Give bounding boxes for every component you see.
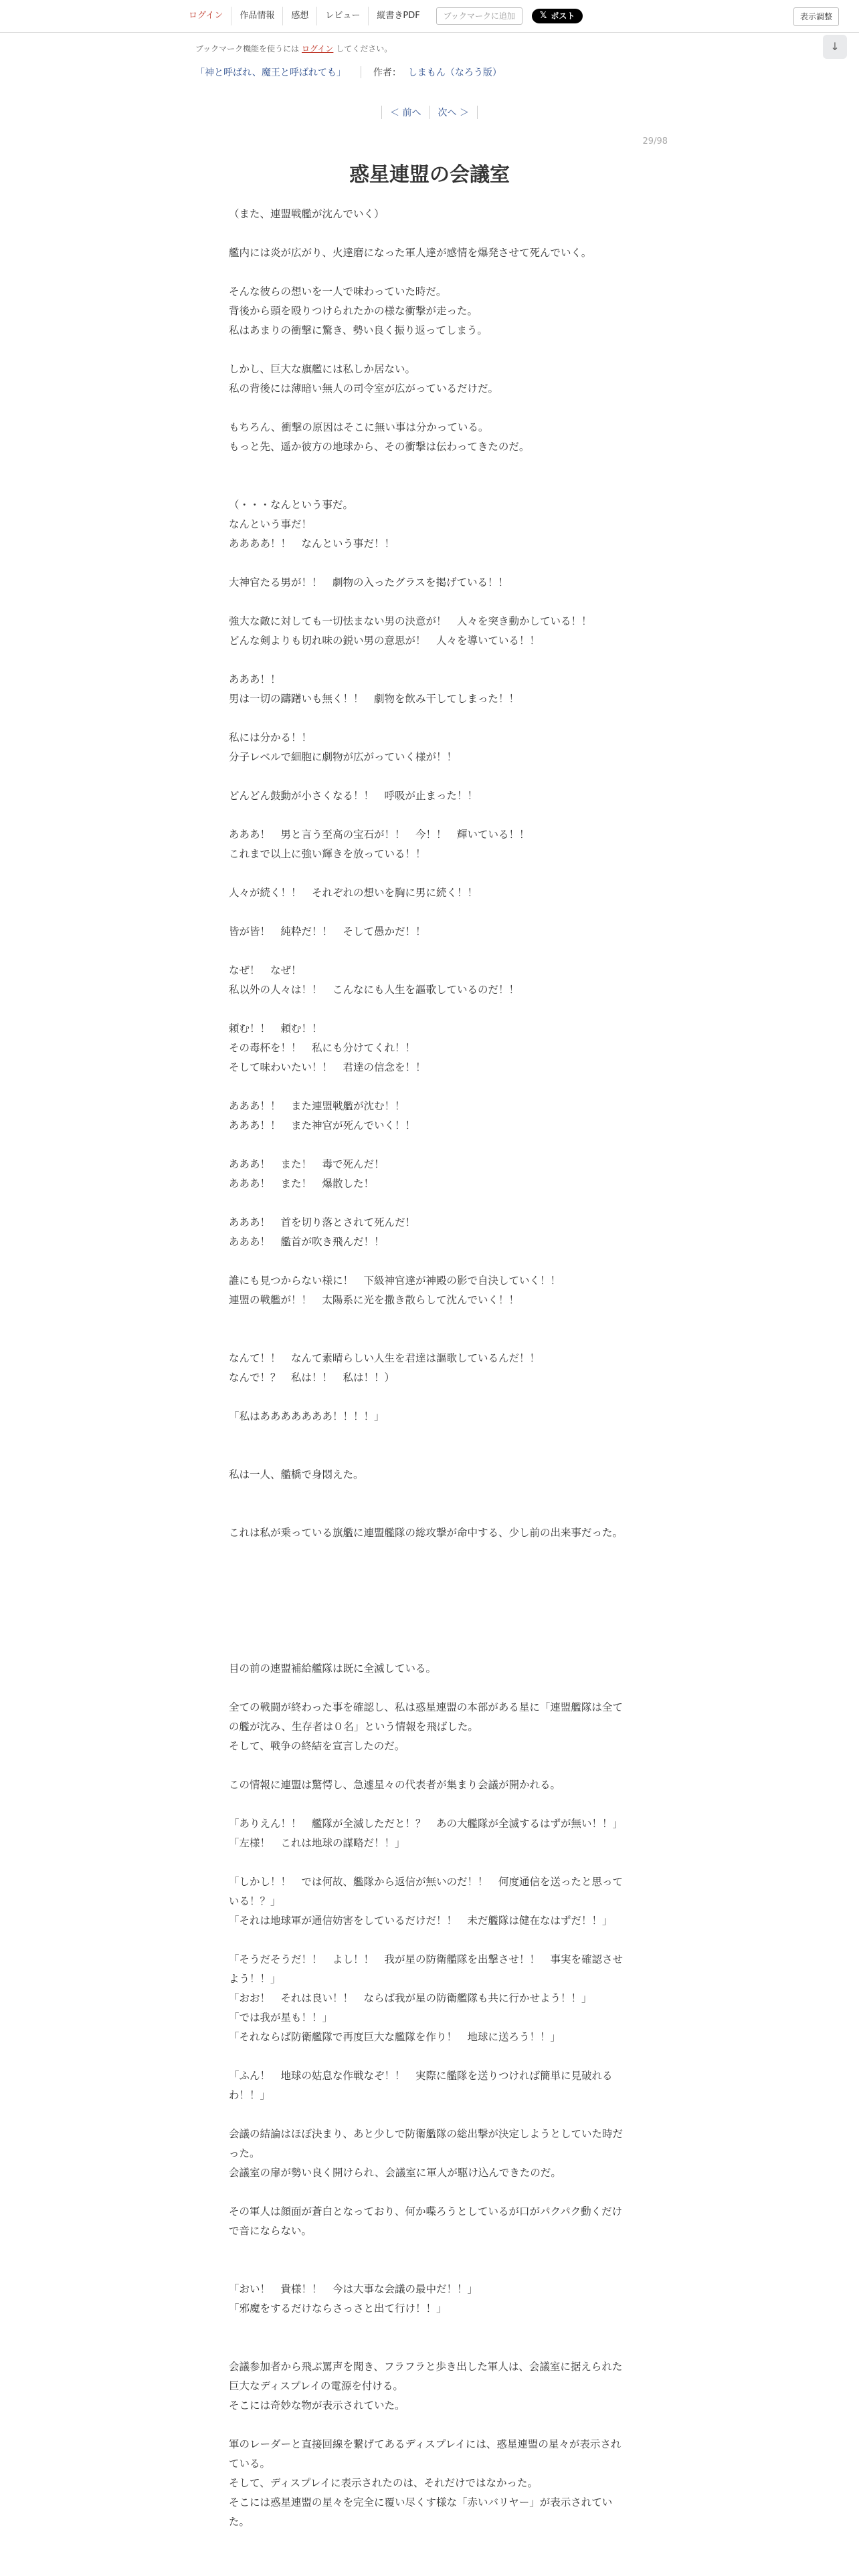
body-paragraph: 目の前の連盟補給艦隊は既に全滅している。 xyxy=(229,1662,437,1675)
body-paragraph: この情報に連盟は驚愕し、急遽星々の代表者が集まり会議が開かれる。 xyxy=(229,1779,561,1791)
body-paragraph: 「それならば防衛艦隊で再度巨大な艦隊を作り！ 地球に送ろう！！」 xyxy=(229,2031,561,2043)
body-paragraph xyxy=(229,651,630,670)
body-paragraph: 「しかし！！ では何故、艦隊から返信が無いのだ！！ 何度通信を送ったと思っている！？」 xyxy=(229,1876,624,1907)
body-paragraph xyxy=(229,340,630,360)
episode-pager xyxy=(0,106,859,119)
body-paragraph: しかし、巨大な旗艦には私しか居ない。 xyxy=(229,363,416,375)
body-paragraph xyxy=(229,1931,630,1950)
body-paragraph: 艦内には炎が広がり、火達磨になった軍人達が感情を爆発させて死んでいく。 xyxy=(229,247,592,259)
body-paragraph: 分子レベルで細胞に劇物が広がっていく様が！！ xyxy=(229,751,458,763)
body-paragraph: 「おお！ それは良い！！ ならば我が星の防衛艦隊も共に行かせよう！！」 xyxy=(229,1992,592,2004)
body-paragraph xyxy=(229,1853,630,1872)
body-paragraph xyxy=(229,2105,630,2125)
body-paragraph: （・・・なんという事だ。 xyxy=(229,499,354,511)
impressions-link[interactable]: 感想 xyxy=(282,7,316,25)
body-paragraph xyxy=(229,1504,630,1523)
body-paragraph xyxy=(229,1388,630,1407)
body-paragraph xyxy=(229,864,630,883)
body-paragraph: 私は一人、艦橋で身悶えた。 xyxy=(229,1469,364,1481)
body-paragraph: 会議室の扉が勢い良く開けられ、会議室に軍人が駆け込んできたのだ。 xyxy=(229,2167,561,2179)
body-paragraph xyxy=(229,1000,630,1019)
body-paragraph: 「左様！ これは地球の謀略だ！！」 xyxy=(229,1837,405,1849)
body-paragraph xyxy=(229,1620,630,1640)
scroll-down-button[interactable]: ↓ xyxy=(823,35,847,59)
bookmark-notice xyxy=(195,43,392,54)
body-paragraph: 人々が続く！！ それぞれの想いを胸に男に続く！！ xyxy=(229,887,478,899)
novel-title-link[interactable]: 「神と呼ばれ、魔王と呼ばれても」 xyxy=(195,68,346,78)
body-paragraph: あああ！！ また連盟戦艦が沈む！！ xyxy=(229,1100,405,1112)
body-paragraph xyxy=(229,2319,630,2338)
body-paragraph xyxy=(229,1252,630,1271)
author-link[interactable]: しまもん（なろう版） xyxy=(407,68,502,78)
x-logo-icon: 𝕏 xyxy=(539,11,547,21)
body-paragraph: あああ！ 首を切り落とされて死んだ！ xyxy=(229,1216,416,1228)
body-paragraph xyxy=(229,1543,630,1562)
body-paragraph: そして、戦争の終結を宣言したのだ。 xyxy=(229,1740,405,1752)
body-paragraph: 私以外の人々は！！ こんなにも人生を謳歌しているのだ！！ xyxy=(229,984,520,996)
body-paragraph xyxy=(229,476,630,496)
chapter-body xyxy=(229,205,630,2532)
author-label: 作者： xyxy=(373,68,401,78)
body-paragraph: あああ！！ xyxy=(229,673,281,685)
body-paragraph xyxy=(229,2241,630,2260)
body-paragraph: なんて！！ なんて素晴らしい人生を君達は謳歌しているんだ！！ xyxy=(229,1352,541,1364)
body-paragraph xyxy=(229,709,630,728)
body-paragraph: （また、連盟戦艦が沈んでいく） xyxy=(229,208,385,220)
add-bookmark-button[interactable]: ブックマークに追加 xyxy=(436,7,522,25)
body-paragraph xyxy=(229,2047,630,2066)
body-paragraph: あああ！ 艦首が吹き飛んだ！！ xyxy=(229,1236,385,1248)
body-paragraph xyxy=(229,1194,630,1213)
body-paragraph: なんで！？ 私は！！ 私は！！） xyxy=(229,1372,395,1384)
body-paragraph: なぜ！ なぜ！ xyxy=(229,964,302,976)
body-paragraph: 「ありえん！！ 艦隊が全滅しただと！？ あの大艦隊が全滅するはずが無い！！」 xyxy=(229,1818,624,1830)
body-paragraph xyxy=(229,903,630,922)
body-paragraph xyxy=(229,593,630,612)
body-paragraph: 「では我が星も！！」 xyxy=(229,2012,333,2024)
review-link[interactable]: レビュー xyxy=(316,7,368,25)
body-paragraph: どんな剣よりも切れ味の鋭い男の意思が！ 人々を導いている！！ xyxy=(229,635,541,647)
body-paragraph xyxy=(229,2416,630,2435)
top-navigation-bar xyxy=(0,0,859,33)
notice-prefix: ブックマーク機能を使うには xyxy=(195,44,302,53)
body-paragraph xyxy=(229,1756,630,1776)
body-paragraph xyxy=(229,1679,630,1698)
body-paragraph xyxy=(229,1601,630,1620)
body-paragraph xyxy=(229,1077,630,1097)
body-paragraph: 大神官たる男が！！ 劇物の入ったグラスを掲げている！！ xyxy=(229,576,509,588)
body-paragraph xyxy=(229,1795,630,1814)
body-paragraph: 皆が皆！ 純粋だ！！ そして愚かだ！！ xyxy=(229,926,426,938)
body-paragraph: 連盟の戦艦が！！ 太陽系に光を撒き散らして沈んでいく！！ xyxy=(229,1294,520,1306)
body-paragraph: 背後から頭を殴りつけられたかの様な衝撃が走った。 xyxy=(229,305,478,317)
body-paragraph: なんという事だ！ xyxy=(229,518,312,530)
x-post-label: ポスト xyxy=(551,11,575,21)
body-paragraph: 男は一切の躊躇いも無く！！ 劇物を飲み干してしまった！！ xyxy=(229,693,520,705)
body-paragraph: 「私はあああああああ！！！！」 xyxy=(229,1410,385,1422)
novel-info xyxy=(195,66,502,79)
body-paragraph: 私の背後には薄暗い無人の司令室が広がっているだけだ。 xyxy=(229,383,499,395)
body-paragraph xyxy=(229,554,630,573)
body-paragraph: 「そうだそうだ！！ よし！！ 我が星の防衛艦隊を出撃させ！！ 事実を確認させよう！！」 xyxy=(229,1953,624,1985)
body-paragraph xyxy=(229,2260,630,2280)
body-paragraph: そして味わいたい！！ 君達の信念を！！ xyxy=(229,1061,426,1073)
body-paragraph xyxy=(229,263,630,282)
body-paragraph: 「おい！ 貴様！！ 今は大事な会議の最中だ！！」 xyxy=(229,2283,478,2295)
body-paragraph xyxy=(229,457,630,476)
body-paragraph: あああ！ また！ 爆散した！ xyxy=(229,1178,375,1190)
body-paragraph xyxy=(229,399,630,418)
body-paragraph xyxy=(229,1485,630,1504)
body-paragraph xyxy=(229,1426,630,1446)
page-number: 29/98 xyxy=(642,136,668,146)
body-paragraph: あああ！ また！ 毒で死んだ！ xyxy=(229,1158,385,1170)
body-paragraph xyxy=(229,1582,630,1601)
nav-menu xyxy=(181,7,583,25)
body-paragraph: もっと先、遥か彼方の地球から、その衝撃は伝わってきたのだ。 xyxy=(229,441,530,453)
body-paragraph: 会議参加者から飛ぶ罵声を聞き、フラフラと歩き出した軍人は、会議室に据えられた巨大なディスプレイの電源を付ける。 xyxy=(229,2361,623,2392)
body-paragraph: そこには惑星連盟の星々を完全に覆い尽くす様な「赤いバリヤー」が表示されていた。 xyxy=(229,2496,613,2528)
body-paragraph: その毒杯を！！ 私にも分けてくれ！！ xyxy=(229,1042,416,1054)
body-paragraph: 私はあまりの衝撃に驚き、勢い良く振り返ってしまう。 xyxy=(229,324,488,336)
body-paragraph xyxy=(229,2183,630,2202)
body-paragraph: これは私が乗っている旗艦に連盟艦隊の総攻撃が命中する、少し前の出来事だった。 xyxy=(229,1527,624,1539)
prev-episode-link[interactable]: ＜ 前へ xyxy=(381,106,429,119)
body-paragraph: これまで以上に強い輝きを放っている！！ xyxy=(229,848,426,860)
body-paragraph xyxy=(229,942,630,961)
body-paragraph: どんどん鼓動が小さくなる！！ 呼吸が止まった！！ xyxy=(229,790,478,802)
notice-suffix: してください。 xyxy=(333,44,393,53)
login-link[interactable]: ログイン xyxy=(189,11,223,21)
body-paragraph: 「それは地球軍が通信妨害をしているだけだ！！ 未だ艦隊は健在なはずだ！！」 xyxy=(229,1915,613,1927)
chapter-title: 惑星連盟の会議室 xyxy=(349,163,510,187)
work-info-link[interactable]: 作品情報 xyxy=(231,7,282,25)
x-post-button[interactable] xyxy=(532,9,583,23)
body-paragraph: 会議の結論はほぼ決まり、あと少しで防衛艦隊の総出撃が決定しようとしていた時だった。 xyxy=(229,2128,624,2159)
body-paragraph xyxy=(229,1310,630,1329)
body-paragraph xyxy=(229,1329,630,1349)
body-paragraph xyxy=(229,767,630,786)
body-paragraph: あああ！！ また神官が死んでいく！！ xyxy=(229,1119,416,1132)
body-paragraph: 誰にも見つからない様に！ 下級神官達が神殿の影で自決していく！！ xyxy=(229,1275,561,1287)
body-paragraph xyxy=(229,224,630,243)
body-paragraph: その軍人は顔面が蒼白となっており、何か喋ろうとしているが口がパクパク動くだけで音にならない。 xyxy=(229,2206,623,2237)
body-paragraph: 私には分かる！！ xyxy=(229,732,312,744)
body-paragraph: そして、ディスプレイに表示されたのは、それだけではなかった。 xyxy=(229,2477,539,2489)
notice-login-link[interactable]: ログイン xyxy=(301,44,334,53)
body-paragraph xyxy=(229,806,630,825)
body-paragraph: 強大な敵に対しても一切怯まない男の決意が！ 人々を突き動かしている！！ xyxy=(229,615,592,627)
body-paragraph: 全ての戦闘が終わった事を確認し、私は惑星連盟の本部がある星に「連盟艦隊は全ての艦が沈み、生存者は０名」という情報を飛ばした。 xyxy=(229,1701,623,1733)
body-paragraph: ああああ！！ なんという事だ！！ xyxy=(229,538,395,550)
body-paragraph: あああ！ 男と言う至高の宝石が！！ 今！！ 輝いている！！ xyxy=(229,829,530,841)
body-paragraph xyxy=(229,2338,630,2357)
display-settings-button[interactable]: 表示調整 xyxy=(793,7,839,26)
body-paragraph: 頼む！！ 頼む！！ xyxy=(229,1023,322,1035)
body-paragraph: 「ふん！ 地球の姑息な作戦なぞ！！ 実際に艦隊を送りつければ簡単に見破れるわ！！」 xyxy=(229,2070,613,2101)
body-paragraph xyxy=(229,1562,630,1582)
body-paragraph xyxy=(229,1446,630,1465)
body-paragraph: 「邪魔をするだけならさっさと出て行け！！」 xyxy=(229,2302,447,2315)
body-paragraph: 軍のレーダーと直接回線を繋げてあるディスプレイには、惑星連盟の星々が表示されている。 xyxy=(229,2438,622,2470)
next-episode-link[interactable]: 次へ ＞ xyxy=(430,106,478,119)
vertical-pdf-link[interactable]: 縦書きPDF xyxy=(368,7,427,25)
body-paragraph: そこには奇妙な物が表示されていた。 xyxy=(229,2399,405,2411)
body-paragraph: そんな彼らの想いを一人で味わっていた時だ。 xyxy=(229,286,447,298)
body-paragraph: もちろん、衝撃の原因はそこに無い事は分かっている。 xyxy=(229,421,489,433)
body-paragraph xyxy=(229,1136,630,1155)
body-paragraph xyxy=(229,1640,630,1659)
